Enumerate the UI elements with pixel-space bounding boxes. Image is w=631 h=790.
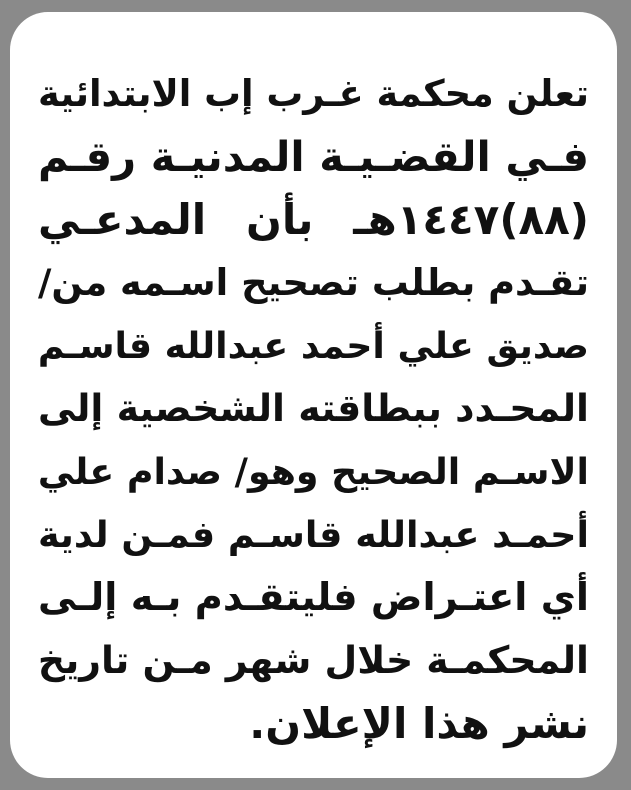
notice-line-6: المحـدد ببطاقته الشخصية إلى <box>38 386 589 430</box>
notice-line-9: أي اعتـراض فليتقـدم بـه إلـى <box>38 575 589 620</box>
notice-line-8: أحمـد عبدالله قاسـم فمـن لدية <box>38 513 589 556</box>
notice-line-7: الاسـم الصحيح وهو/ صدام علي <box>37 450 589 493</box>
notice-line-1: تعلن محكمة غـرب إب الابتدائية <box>38 72 589 115</box>
notice-line-2: فـي القضـيـة المدنيـة رقـم <box>38 132 589 181</box>
notice-line-11: نشر هذا الإعلان. <box>249 699 589 748</box>
notice-line-5: صديق علي أحمد عبدالله قاسـم <box>37 324 589 367</box>
notice-card <box>10 12 617 778</box>
notice-line-4: تقـدم بطلب تصحيح اسـمه من/ <box>38 261 589 304</box>
notice-line-3: (٨٨)١٤٤٧هـ بأن المدعـي <box>38 195 589 244</box>
notice-line-10: المحكمـة خلال شهر مـن تاريخ <box>37 638 589 682</box>
